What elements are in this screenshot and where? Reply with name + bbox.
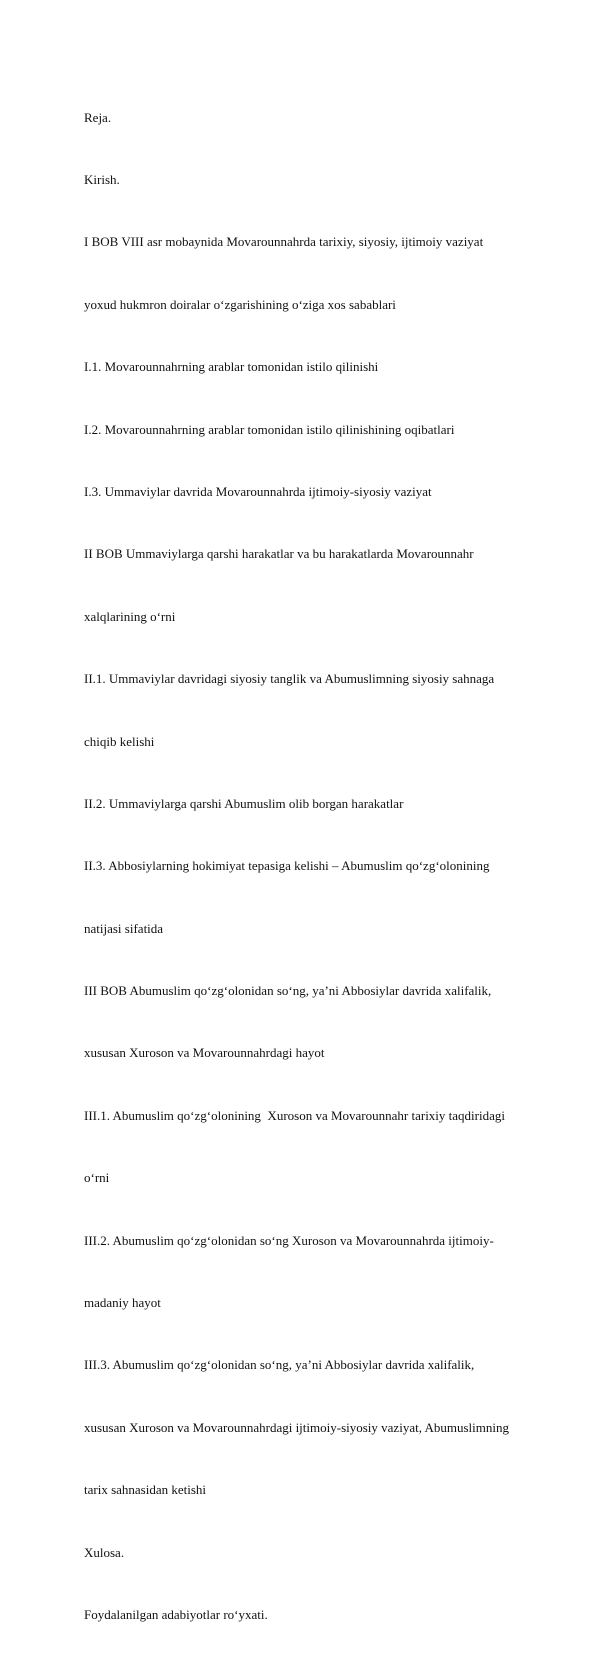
toc-line-plan-heading: Reja. [84,109,112,125]
toc-line-section-2-3: II.3. Abbosiylarning hokimiyat tepasiga kelishi – Abumuslim qo‘zg‘olonining [84,858,490,874]
toc-line-section-2-1: II.1. Ummaviylar davridagi siyosiy tanglik va Abumuslimning siyosiy sahnaga [84,671,495,687]
toc-line-chapter-2-title-cont: xalqlarining o‘rni [84,608,176,624]
toc-line-section-3-3: III.3. Abumuslim qo‘zg‘olonidan so‘ng, ya’ni Abbosiylar davrida xalifalik, [84,1357,475,1373]
toc-line-section-3-1-cont: o‘rni [84,1170,110,1186]
toc-line-section-2-2: II.2. Ummaviylarga qarshi Abumuslim olib borgan harakatlar [84,795,404,811]
toc-line-section-3-2-cont: madaniy hayot [84,1295,161,1311]
toc-line-chapter-3-title: III BOB Abumuslim qo‘zg‘olonidan so‘ng, ya’ni Abbosiylar davrida xalifalik, [84,983,492,999]
toc-line-chapter-3-title-cont: xususan Xuroson va Movarounnahrdagi hayot [84,1045,325,1061]
toc-line-section-3-2: III.2. Abumuslim qo‘zg‘olonidan so‘ng Xuroson va Movarounnahrda ijtimoiy- [84,1232,494,1248]
toc-line-section-1-3: I.3. Ummaviylar davrida Movarounnahrda ijtimoiy-siyosiy vaziyat [84,483,432,499]
table-of-contents [84,66,554,1667]
toc-line-chapter-1-title-cont: yoxud hukmron doiralar o‘zgarishining o‘ziga xos sabablari [84,296,396,312]
toc-line-section-1-2: I.2. Movarounnahrning arablar tomonidan istilo qilinishining oqibatlari [84,421,455,437]
toc-line-chapter-2-title: II BOB Ummaviylarga qarshi harakatlar va bu harakatlarda Movarounnahr [84,546,474,562]
toc-line-section-3-3-cont: xususan Xuroson va Movarounnahrdagi ijtimoiy-siyosiy vaziyat, Abumuslimning [84,1419,509,1435]
toc-line-section-1-1: I.1. Movarounnahrning arablar tomonidan istilo qilinishi [84,359,379,375]
toc-line-section-3-1: III.1. Abumuslim qo‘zg‘olonining Xuroson va Movarounnahr tarixiy taqdiridagi [84,1107,505,1123]
toc-line-bibliography: Foydalanilgan adabiyotlar ro‘yxati. [84,1606,268,1622]
toc-line-section-2-3-cont: natijasi sifatida [84,920,164,936]
toc-line-chapter-1-title: I BOB VIII asr mobaynida Movarounnahrda tarixiy, siyosiy, ijtimoiy vaziyat [84,234,484,250]
toc-line-conclusion: Xulosa. [84,1544,125,1560]
toc-line-section-2-1-cont: chiqib kelishi [84,733,155,749]
toc-line-section-3-3-cont-2: tarix sahnasidan ketishi [84,1482,207,1498]
toc-line-introduction: Kirish. [84,171,120,187]
